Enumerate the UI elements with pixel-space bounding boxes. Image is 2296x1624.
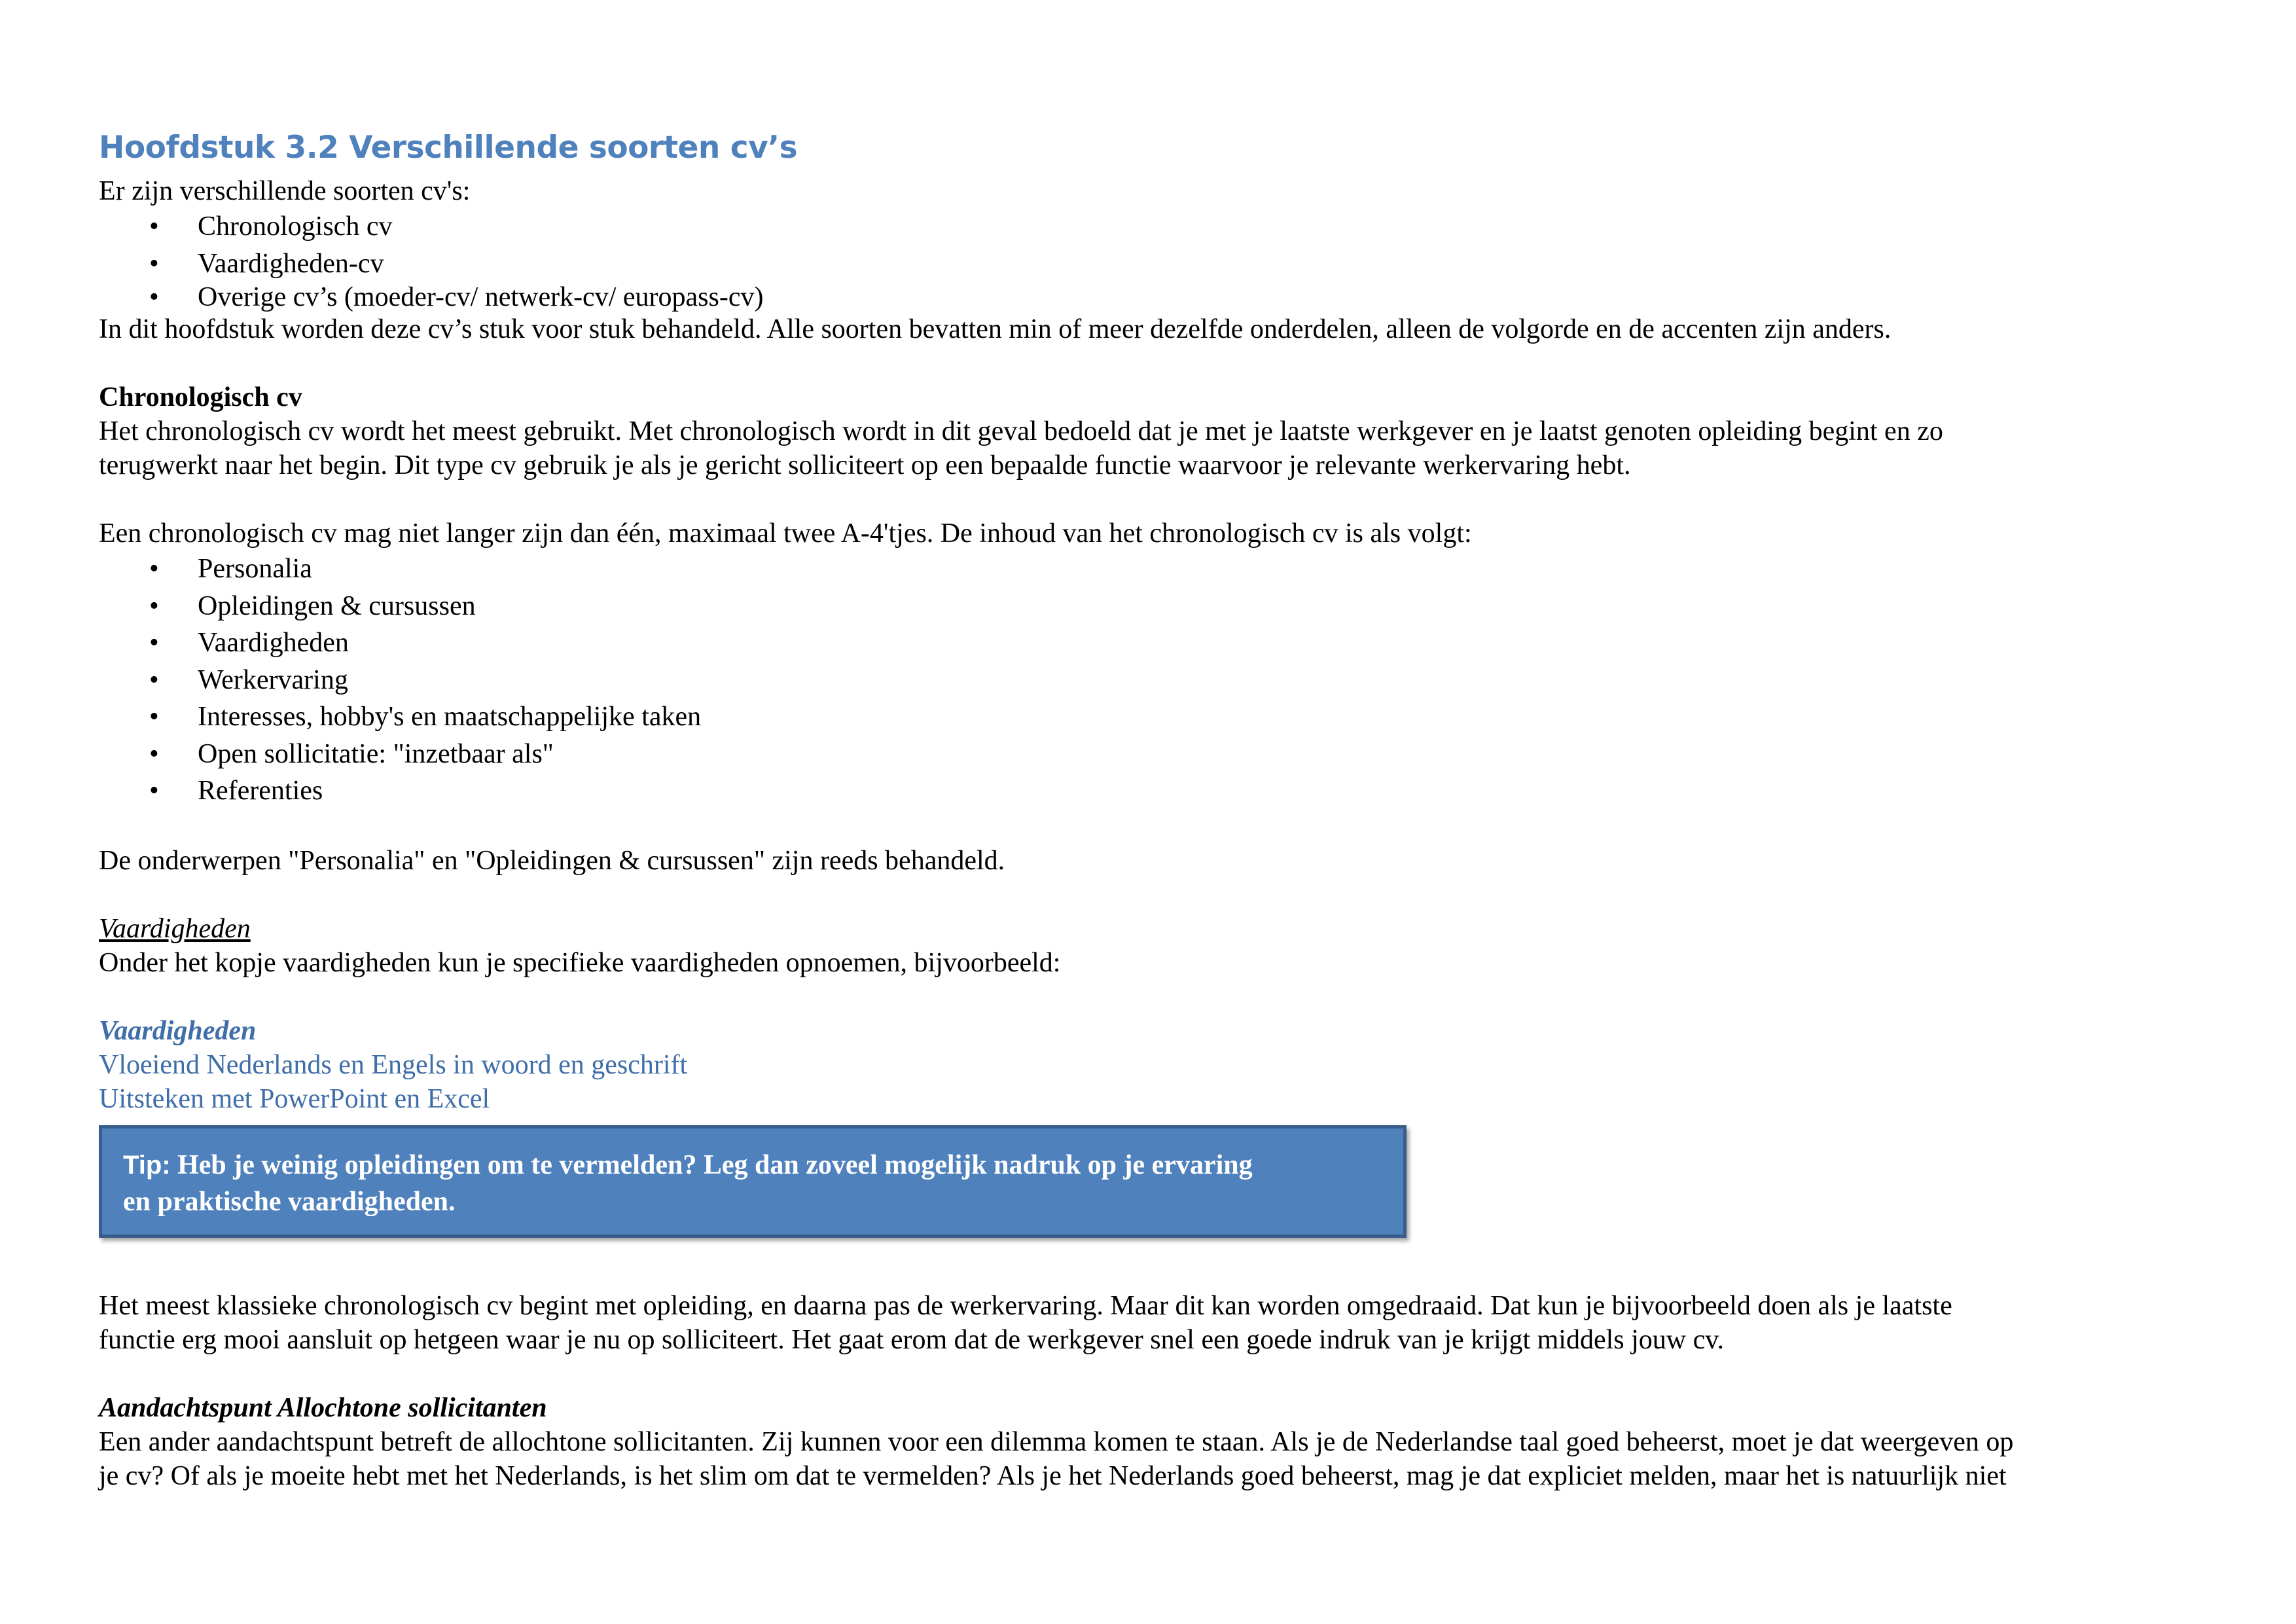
- list-item: • Vaardigheden-cv: [99, 245, 2219, 283]
- cv-types-list: [99, 208, 2219, 312]
- list-item: • Vaardigheden: [99, 624, 2219, 662]
- list-item: • Interesses, hobby's en maatschappelijke taken: [99, 698, 2219, 736]
- skills-example-line: Uitsteken met PowerPoint en Excel: [99, 1083, 490, 1114]
- tip-line-2: en praktische vaardigheden.: [123, 1186, 456, 1217]
- skills-example-title: Vaardigheden: [99, 1015, 257, 1046]
- intro-text: Er zijn verschillende soorten cv's:: [99, 176, 471, 206]
- skills-intro: Onder het kopje vaardigheden kun je specifieke vaardigheden opnoemen, bijvoorbeeld:: [99, 947, 1061, 978]
- bullet-icon: •: [149, 590, 159, 621]
- chrono-paragraph-1-line-2: terugwerkt naar het begin. Dit type cv gebruik je als je gericht solliciteert op een bepaalde functie waarvoor je relevante werkervaring hebt.: [99, 450, 1631, 480]
- bullet-icon: •: [149, 664, 159, 695]
- classic-line-1: Het meest klassieke chronologisch cv begint met opleiding, en daarna pas de werkervaring. Maar dit kan worden omgedraaid. Dat kun je bijvoorbeeld doen als je laatste: [99, 1290, 1952, 1321]
- bullet-icon: •: [149, 211, 159, 242]
- chapter-heading: Hoofdstuk 3.2 Verschillende soorten cv’s: [99, 130, 798, 166]
- list-item: • Opleidingen & cursussen: [99, 588, 2219, 625]
- allochtone-line-1: Een ander aandachtspunt betreft de allochtone sollicitanten. Zij kunnen voor een dilemma komen te staan. Als je de Nederlandse taal goed beheerst, moet je dat weergeven op: [99, 1426, 2014, 1457]
- tip-box: [99, 1125, 1407, 1238]
- allochtone-title: Aandachtspunt Allochtone sollicitanten: [99, 1392, 547, 1423]
- chrono-contents-list: [99, 550, 2219, 810]
- types-note: In dit hoofdstuk worden deze cv’s stuk voor stuk behandeld. Alle soorten bevatten min of meer dezelfde onderdelen, alleen de volgorde en de accenten zijn anders.: [99, 314, 1892, 344]
- bullet-icon: •: [149, 776, 159, 806]
- tip-label: Tip:: [123, 1150, 171, 1180]
- bullet-icon: •: [149, 554, 159, 584]
- chrono-paragraph-3: De onderwerpen "Personalia" en "Opleidingen & cursussen" zijn reeds behandeld.: [99, 845, 1005, 876]
- bullet-icon: •: [149, 628, 159, 658]
- list-item: • Open sollicitatie: "inzetbaar als": [99, 736, 2219, 773]
- list-item: • Overige cv’s (moeder-cv/ netwerk-cv/ europass-cv): [149, 282, 764, 312]
- bullet-icon: •: [149, 738, 159, 769]
- chrono-title: Chronologisch cv: [99, 382, 302, 412]
- list-item: • Referenties: [99, 772, 2219, 810]
- classic-line-2: functie erg mooi aansluit op hetgeen waar je nu op solliciteert. Het gaat erom dat de werkgever snel een goede indruk van je krijgt middels jouw cv.: [99, 1324, 1725, 1355]
- chrono-paragraph-1-line-1: Het chronologisch cv wordt het meest gebruikt. Met chronologisch wordt in dit geval bedoeld dat je met je laatste werkgever en je laatst genoten opleiding begint en zo: [99, 416, 1943, 446]
- list-item: • Chronologisch cv: [99, 208, 2219, 245]
- skills-subtitle: Vaardigheden: [99, 913, 251, 944]
- bullet-icon: •: [149, 248, 159, 279]
- skills-example-line: Vloeiend Nederlands en Engels in woord en geschrift: [99, 1049, 688, 1080]
- tip-line-1: Tip: Heb je weinig opleidingen om te vermelden? Leg dan zoveel mogelijk nadruk op je ervaring: [123, 1149, 1253, 1180]
- document-page: [99, 124, 2219, 1493]
- list-item: • Werkervaring: [99, 662, 2219, 699]
- bullet-icon: •: [149, 702, 159, 732]
- list-item: • Personalia: [99, 550, 2219, 588]
- chrono-paragraph-2: Een chronologisch cv mag niet langer zijn dan één, maximaal twee A-4'tjes. De inhoud van het chronologisch cv is als volgt:: [99, 518, 1472, 549]
- allochtone-line-2: je cv? Of als je moeite hebt met het Nederlands, is het slim om dat te vermelden? Als je het Nederlands goed beheerst, mag je dat expliciet melden, maar het is natuurlijk niet: [99, 1460, 2007, 1491]
- bullet-icon: •: [149, 282, 159, 312]
